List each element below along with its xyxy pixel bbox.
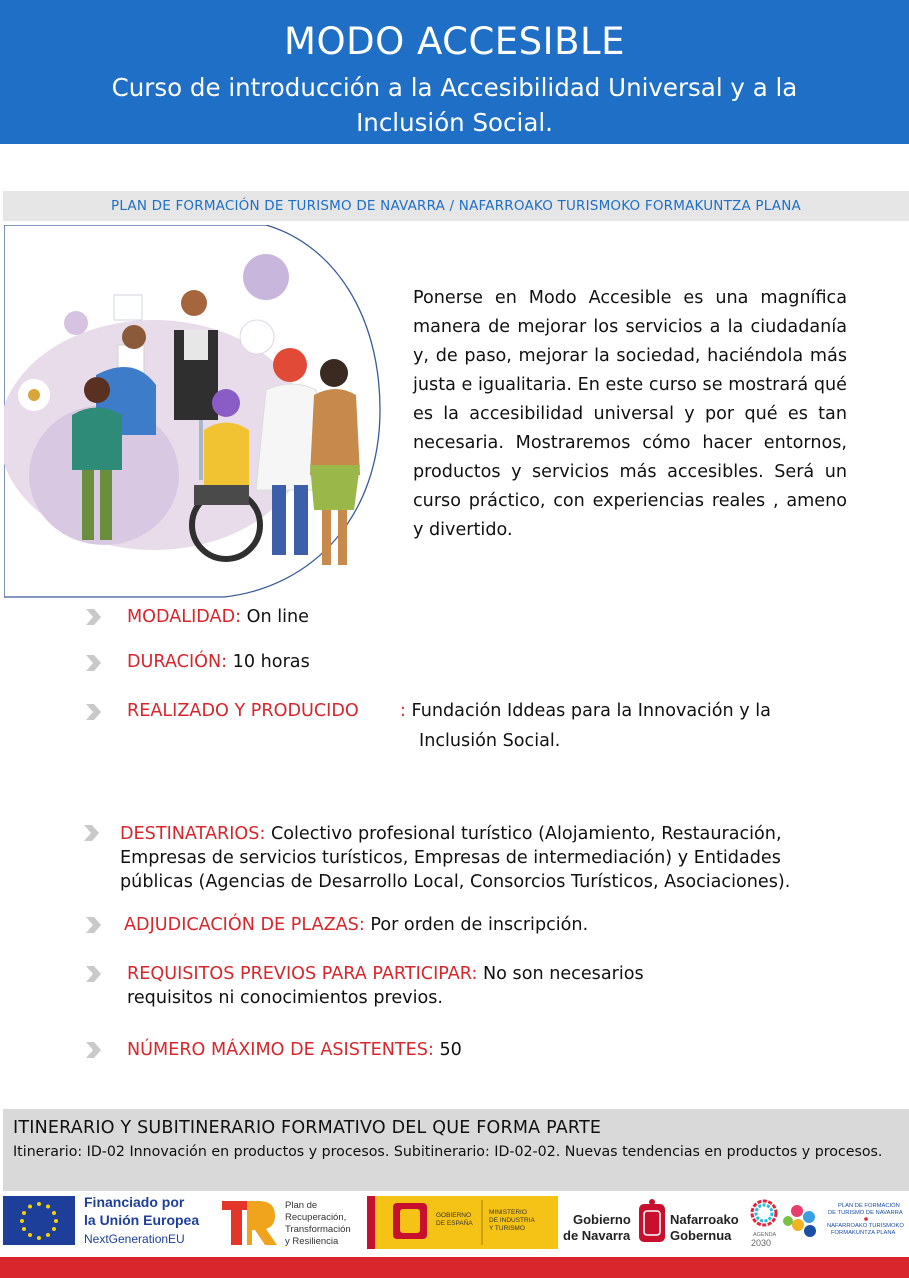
- people-illustration: [4, 225, 384, 599]
- page-title: MODO ACCESIBLE: [284, 20, 625, 63]
- gob-esp-line1: GOBIERNO: [436, 1212, 472, 1219]
- requisitos-line1: No son necesarios: [477, 964, 644, 984]
- prtr-line4: y Resiliencia: [285, 1236, 339, 1247]
- destinatarios-line2: Empresas de servicios turísticos, Empresas de intermediación) y Entidades: [120, 848, 781, 868]
- intro-paragraph: Ponerse en Modo Accesible es una magnífica manera de mejorar los servicios a la ciudadanía y, de paso, mejorar la sociedad, haciéndola más justa e igualitaria. En este curso se mostrará qué es la accesibilidad universal y por qué es tan necesaria. Mostraremos cómo hacer entornos, productos y servicios más accesibles. Será un curso práctico, con experiencias reales , ameno y divertido.: [413, 288, 847, 540]
- plan-logo-line2: DE TURISMO DE NAVARRA: [828, 1210, 903, 1216]
- bullet-arrow-icon: [85, 1042, 101, 1058]
- plan-logo-line3: NAFARROAKO TURISMOKO: [827, 1223, 904, 1229]
- header-banner: [0, 0, 909, 144]
- navarra-line2: de Navarra: [563, 1228, 631, 1243]
- duracion-value: 10 horas: [227, 652, 310, 672]
- modalidad-label: MODALIDAD:: [127, 607, 242, 627]
- ministerio-line3: Y TURISMO: [489, 1225, 525, 1232]
- gobierno-espana-logo: [367, 1196, 558, 1249]
- modalidad-item: [127, 605, 309, 629]
- bullet-arrow-icon: [85, 655, 101, 671]
- modalidad-value: On line: [241, 607, 309, 627]
- destinatarios-line1: Colectivo profesional turístico (Alojamiento, Restauración,: [265, 824, 782, 844]
- destinatarios-label: DESTINATARIOS:: [120, 824, 266, 844]
- prtr-line2: Recuperación,: [285, 1212, 347, 1223]
- bullet-arrow-icon: [85, 917, 101, 933]
- eu-line2: la Unión Europea: [84, 1212, 200, 1228]
- requisitos-item: [127, 962, 644, 1010]
- asistentes-value: 50: [433, 1040, 462, 1060]
- eu-line1: Financiado por: [84, 1194, 185, 1210]
- realizado-label: REALIZADO Y PRODUCIDO: [127, 701, 359, 721]
- ministerio-line2: DE INDUSTRIA: [489, 1217, 535, 1224]
- asistentes-item: [127, 1038, 462, 1062]
- agenda-line2: 2030: [751, 1238, 772, 1248]
- requisitos-line2: requisitos ni conocimientos previos.: [127, 988, 443, 1008]
- bullet-arrow-icon: [85, 609, 101, 625]
- navarra-line3: Nafarroako: [670, 1212, 739, 1227]
- itinerario-box: [3, 1109, 909, 1191]
- realizado-separator: :: [400, 701, 406, 721]
- bullet-arrow-icon: [83, 825, 99, 841]
- destinatarios-line3: públicas (Agencias de Desarrollo Local, Consorcios Turísticos, Asociaciones).: [120, 872, 791, 892]
- gobierno-navarra-logo: [563, 1199, 739, 1243]
- sponsor-logos: [0, 1191, 909, 1255]
- realizado-value-line1: Fundación Iddeas para la Innovación y la: [411, 701, 771, 721]
- duracion-item: [127, 650, 310, 674]
- plan-bar: PLAN DE FORMACIÓN DE TURISMO DE NAVARRA / NAFARROAKO TURISMOKO FORMAKUNTZA PLANA: [3, 191, 909, 221]
- duracion-label: DURACIÓN:: [127, 652, 228, 672]
- plan-logo-line4: FORMAKUNTZA PLANA: [831, 1230, 896, 1236]
- adjudicacion-value: Por orden de inscripción.: [364, 915, 589, 935]
- agenda-line1: AGENDA: [753, 1232, 777, 1238]
- itinerario-title: ITINERARIO Y SUBITINERARIO FORMATIVO DEL QUE FORMA PARTE: [13, 1118, 602, 1138]
- prtr-logo: [222, 1200, 351, 1247]
- destinatarios-item: [120, 822, 790, 894]
- eu-line3: NextGenerationEU: [84, 1232, 185, 1246]
- gob-esp-line2: DE ESPAÑA: [436, 1220, 473, 1227]
- bullet-arrow-icon: [85, 704, 101, 720]
- page-subtitle: Curso de introducción a la Accesibilidad Universal y a la Inclusión Social.: [111, 73, 798, 137]
- plan-logo-line1: PLAN DE FORMACIÓN: [838, 1203, 900, 1209]
- realizado-item: [127, 699, 359, 723]
- bottom-band: [0, 1257, 909, 1278]
- eu-logo: [3, 1194, 199, 1246]
- adjudicacion-item: [124, 913, 588, 937]
- prtr-line1: Plan de: [285, 1200, 318, 1211]
- navarra-line4: Gobernua: [670, 1228, 732, 1243]
- plan-formacion-logo: [783, 1202, 904, 1237]
- asistentes-label: NÚMERO MÁXIMO DE ASISTENTES:: [127, 1040, 434, 1060]
- realizado-value-line2: Inclusión Social.: [419, 731, 561, 751]
- navarra-line1: Gobierno: [573, 1212, 631, 1227]
- itinerario-detail: Itinerario: ID-02 Innovación en productos y procesos. Subitinerario: ID-02-02. Nuevas tendencias en productos y procesos.: [13, 1144, 883, 1160]
- adjudicacion-label: ADJUDICACIÓN DE PLAZAS:: [124, 915, 365, 935]
- bullet-arrow-icon: [85, 966, 101, 982]
- ministerio-line1: MINISTERIO: [489, 1209, 527, 1216]
- agenda-2030-logo: [751, 1201, 777, 1248]
- realizado-value: [400, 699, 771, 723]
- prtr-line3: Transformación: [285, 1224, 351, 1235]
- requisitos-label: REQUISITOS PREVIOS PARA PARTICIPAR:: [127, 964, 478, 984]
